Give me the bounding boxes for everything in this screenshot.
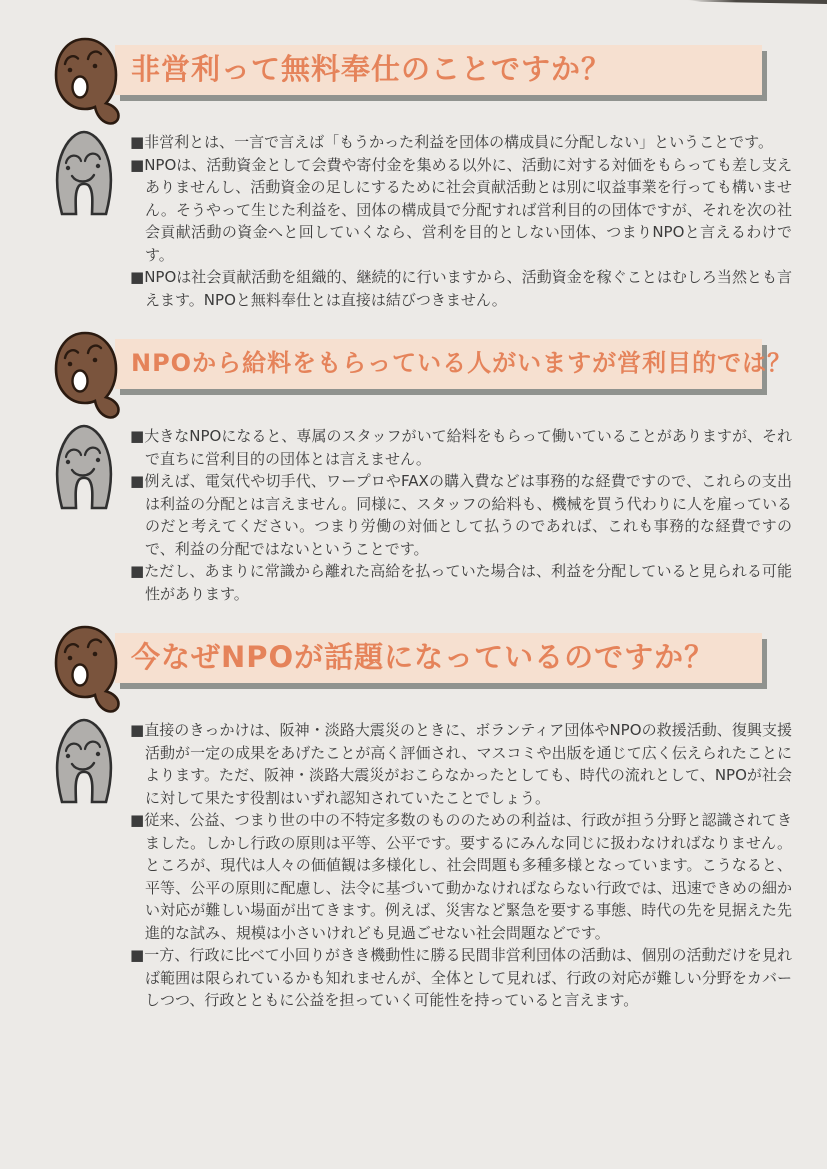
answer-paragraph: ■NPOは、活動資金として会費や寄付金を集める以外に、活動に対する対価をもらっても差し支えありませんし、活動資金の足しにするために社会貢献活動とは別に収益事業を行っても構いません。そうやって生じた利益を、団体の構成員で分配すれば営利目的の団体ですが、それを次の社会貢献活動の資金へと回していくなら、営利を目的としない団体、つまりNPOと言えるわけです。 bbox=[130, 155, 792, 264]
question-bar bbox=[115, 45, 762, 95]
q-character-icon bbox=[52, 36, 122, 128]
answer-paragraph: ■従来、公益、つまり世の中の不特定多数のもののための利益は、行政が担う分野と認識されてきました。しかし行政の原則は平等、公平です。要するにみんな同じに扱わなければなりません。ところが、現代は人々の価値観は多様化し、社会問題も多種多様となっています。こうなると、平等、公平の原則に配慮し、法令に基づいて動かなければならない行政では、迅速できめの細かい対応が難しい場面が出てきます。例えば、災害など緊急を要する事態、時代の先を見据えた先進的な試み、規模は小さいけれども見過ごせない社会問題などです。 bbox=[130, 811, 792, 942]
q-character-icon bbox=[52, 330, 122, 422]
answer-paragraph: ■直接のきっかけは、阪神・淡路大震災のときに、ボランティア団体やNPOの救援活動、復興支援活動が一定の成果をあげたことが高く評価され、マスコミや出版を通じて広く伝えられたことによります。ただ、阪神・淡路大震災がおこらなかったとしても、時代の流れとして、NPOが社会に対して果たす役割はいずれ認知されていたことでしょう。 bbox=[130, 721, 792, 807]
answer-paragraph: ■非営利とは、一言で言えば「もうかった利益を団体の構成員に分配しない」ということです。 bbox=[130, 133, 773, 151]
question-bar bbox=[115, 633, 762, 683]
answer-paragraph: ■NPOは社会貢献活動を組織的、継続的に行いますから、活動資金を稼ぐことはむしろ当然とも言えます。NPOと無料奉仕とは直接は結びつきません。 bbox=[130, 268, 792, 309]
question-bar bbox=[115, 339, 793, 389]
q-character-icon bbox=[52, 624, 122, 716]
a-character-icon bbox=[53, 129, 115, 217]
qa-section bbox=[0, 633, 827, 1012]
a-character-icon bbox=[53, 423, 115, 511]
qa-section bbox=[0, 45, 827, 311]
question-text: 今なぜNPOが話題になっているのですか？ bbox=[131, 639, 715, 674]
a-character-icon bbox=[53, 717, 115, 805]
answer-block bbox=[130, 131, 792, 311]
answer-paragraph: ■ただし、あまりに常識から離れた高給を払っていた場合は、利益を分配していると見られる可能性があります。 bbox=[130, 562, 792, 603]
question-text: 非営利って無料奉仕のことですか？ bbox=[131, 51, 612, 86]
answer-block bbox=[130, 719, 792, 1012]
answer-paragraph: ■大きなNPOになると、専属のスタッフがいて給料をもらって働いていることがありますが、それで直ちに営利目的の団体とは言えません。 bbox=[130, 427, 792, 468]
qa-section bbox=[0, 339, 827, 605]
answer-paragraph: ■一方、行政に比べて小回りがきき機動性に勝る民間非営利団体の活動は、個別の活動だけを見れば範囲は限られているかも知れませんが、全体として見れば、行政の対応が難しい分野をカバーしつつ、行政とともに公益を担っていく可能性を持っていると言えます。 bbox=[130, 946, 792, 1009]
question-text: NPOから給料をもらっている人がいますが営利目的では？ bbox=[131, 349, 793, 377]
answer-paragraph: ■例えば、電気代や切手代、ワープロやFAXの購入費などは事務的な経費ですので、これらの支出は利益の分配とは言えません。同様に、スタッフの給料も、機械を買う代わりに人を雇っているのだと考えてください。つまり労働の対価として払うのであれば、これも事務的な経費ですので、利益の分配ではないということです。 bbox=[130, 472, 792, 558]
scan-edge-artifact bbox=[687, 0, 827, 4]
answer-block bbox=[130, 425, 792, 605]
